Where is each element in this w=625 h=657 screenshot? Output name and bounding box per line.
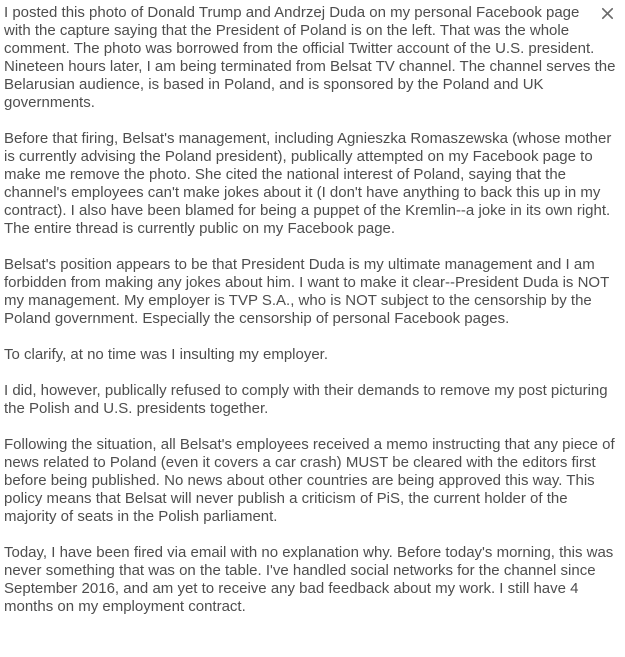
- post-paragraph: Today, I have been fired via email with no explanation why. Before today's morning, this was never something that was on the table. I've handled social networks for the channel since September 2016, and am yet to receive any bad feedback about my work. I still have 4 months on my employment contract.: [4, 544, 614, 615]
- post-paragraph: To clarify, at no time was I insulting my employer.: [4, 346, 329, 363]
- post-paragraph: I posted this photo of Donald Trump and Andrzej Duda on my personal Facebook page with the capture saying that the President of Poland is on the left. That was the whole comment. The photo was borrowed from the official Twitter account of the U.S. president. Nineteen hours later, I am being terminated from Belsat TV channel. The channel serves the Belarusian audience, is based in Poland, and is sponsored by the Poland and UK governments.: [4, 4, 616, 111]
- post-paragraph: I did, however, publically refused to comply with their demands to remove my post picturing the Polish and U.S. presidents together.: [4, 382, 608, 417]
- post-paragraph: Belsat's position appears to be that President Duda is my ultimate management and I am forbidden from making any jokes about him. I want to make it clear--President Duda is NOT my management. My employer is TVP S.A., who is NOT subject to the censorship by the Poland government. Especially the censorship of personal Facebook pages.: [4, 256, 609, 327]
- post-paragraph: Following the situation, all Belsat's employees received a memo instructing that any piece of news related to Poland (even it covers a car crash) MUST be cleared with the editors first before being published. No news about other countries are being approved this way. This policy means that Belsat will never publish a criticism of PiS, the current holder of the majority of seats in the Polish parliament.: [4, 436, 615, 525]
- post-paragraph: Before that firing, Belsat's management, including Agnieszka Romaszewska (whose mother is currently advising the Poland president), publically attempted on my Facebook page to make me remove the photo. She cited the national interest of Poland, saying that the channel's employees can't make jokes about it (I don't have anything to back this up in my contract). I also have been blamed for being a puppet of the Kremlin--a joke in its own right. The entire thread is currently public on my Facebook page.: [4, 130, 612, 237]
- close-icon: [601, 7, 614, 20]
- close-button[interactable]: [601, 6, 616, 20]
